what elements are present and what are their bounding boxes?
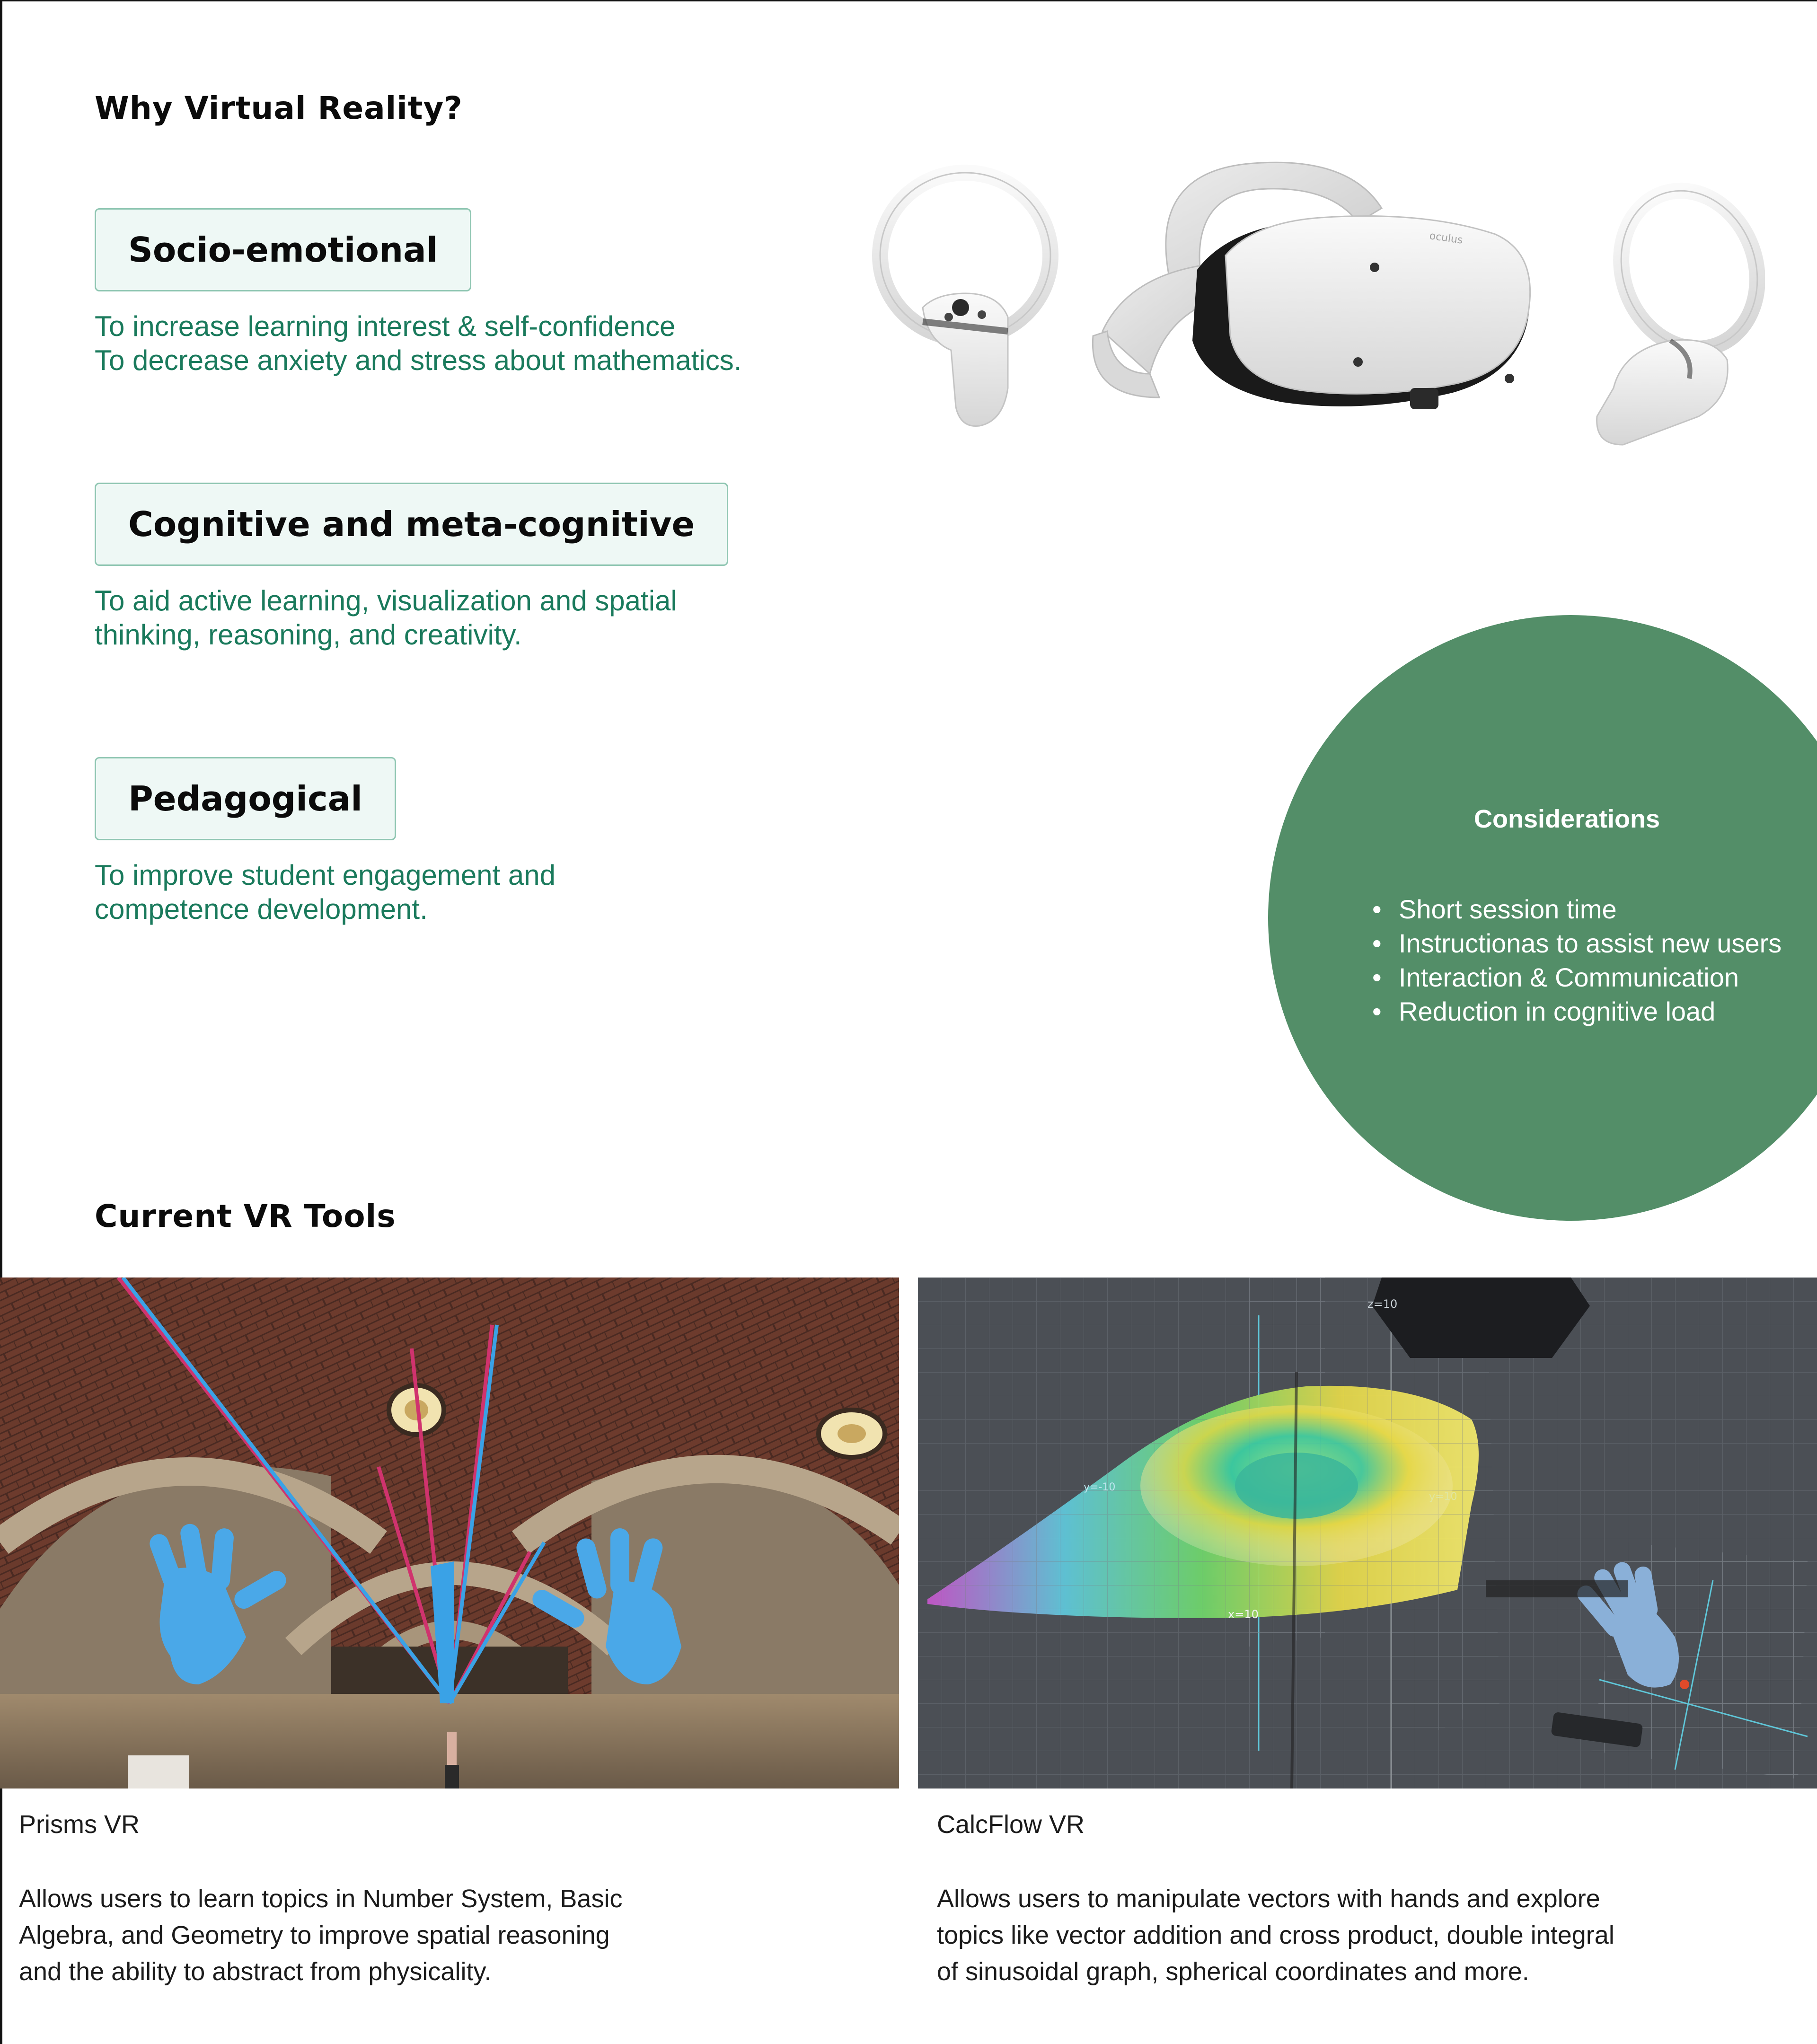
considerations-item (1372, 926, 1782, 960)
category-title: Pedagogical (128, 779, 362, 819)
considerations-title: Considerations (1474, 805, 1660, 833)
axis-label: y=-10 (1084, 1481, 1116, 1493)
considerations-item (1372, 892, 1782, 926)
description-line: To improve student engagement and (95, 859, 556, 891)
tool-description-line: and the ability to abstract from physicality. (19, 1957, 492, 1986)
axis-label: z=10 (1367, 1297, 1398, 1311)
category-title: Socio-emotional (128, 230, 438, 270)
tool-name-prisms-vr: Prisms VR (19, 1810, 140, 1839)
headset-body-icon (1192, 216, 1530, 409)
calcflow-vr-scene (918, 1278, 1817, 1788)
prisms-vr-screenshot (0, 1278, 899, 1788)
considerations-item-text: Interaction & Communication (1399, 962, 1739, 992)
vr-headset-image (866, 151, 1765, 577)
tool-name-calcflow-vr: CalcFlow VR (937, 1810, 1085, 1839)
considerations-list (1372, 892, 1782, 1029)
category-pill-cognitive (95, 483, 728, 566)
tool-description-line: of sinusoidal graph, spherical coordinates and more. (937, 1957, 1529, 1986)
tool-description-line: Allows users to learn topics in Number System, Basic (19, 1885, 623, 1913)
why-vr-heading: Why Virtual Reality? (95, 90, 463, 126)
bullet-icon: • (1372, 962, 1382, 992)
left-controller-icon (880, 173, 1050, 426)
current-tools-heading: Current VR Tools (95, 1198, 396, 1234)
considerations-item-text: Reduction in cognitive load (1399, 996, 1716, 1026)
category-title: Cognitive and meta-cognitive (128, 504, 695, 544)
description-line: competence development. (95, 893, 428, 925)
prisms-vr-scene (0, 1278, 899, 1788)
axis-label: y=10 (1429, 1491, 1457, 1503)
calcflow-vr-screenshot (918, 1278, 1817, 1788)
bullet-icon: • (1372, 928, 1382, 958)
right-controller-icon (1597, 171, 1765, 445)
considerations-item-text: Instructionas to assist new users (1399, 928, 1782, 958)
tool-description-line: Allows users to manipulate vectors with hands and explore (937, 1885, 1600, 1913)
bullet-icon: • (1372, 894, 1382, 924)
tool-description-calcflow-vr (937, 1881, 1614, 1990)
category-pill-socio-emotional (95, 208, 471, 291)
headset-brand-text: oculus (1429, 230, 1464, 247)
bullet-icon: • (1372, 996, 1382, 1026)
category-description-pedagogical (95, 858, 556, 926)
description-line: To increase learning interest & self-confidence (95, 310, 676, 342)
category-pill-pedagogical (95, 757, 396, 840)
description-line: To decrease anxiety and stress about mathematics. (95, 344, 742, 376)
tool-description-line: Algebra, and Geometry to improve spatial reasoning (19, 1921, 610, 1949)
considerations-item (1372, 995, 1782, 1029)
description-line: To aid active learning, visualization and spatial (95, 585, 677, 617)
considerations-item-text: Short session time (1399, 894, 1617, 924)
description-line: thinking, reasoning, and creativity. (95, 619, 522, 651)
considerations-item (1372, 960, 1782, 995)
axis-label: x=10 (1228, 1608, 1259, 1621)
tool-description-line: topics like vector addition and cross product, double integral (937, 1921, 1614, 1949)
tool-description-prisms-vr (19, 1881, 622, 1990)
category-description-socio-emotional (95, 309, 741, 378)
category-description-cognitive (95, 584, 677, 652)
